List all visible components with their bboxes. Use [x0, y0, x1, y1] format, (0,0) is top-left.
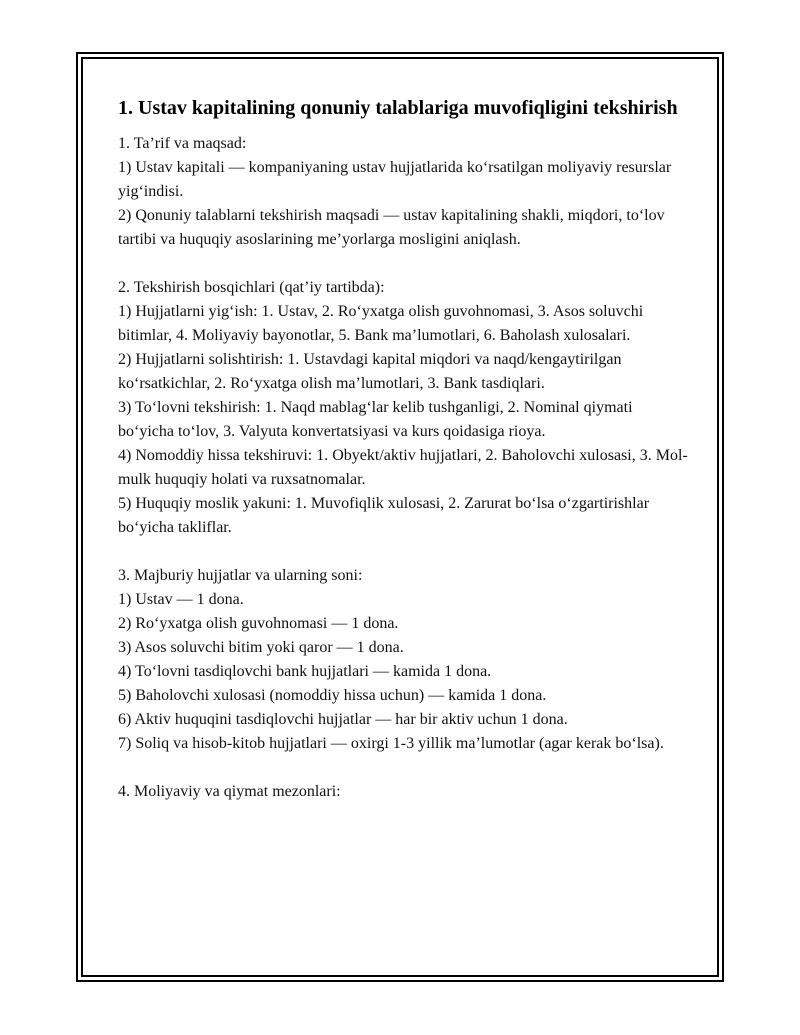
spacer — [118, 540, 690, 564]
paragraph: 2) Hujjatlarni solishtirish: 1. Ustavdagi kapital miqdori va naqd/kengaytirilgan ko‘rsatkichlar, 2. Ro‘yxatga olish ma’lumotlari, 3. Bank tasdiqlari. — [118, 351, 622, 392]
section-heading: 1. Ta’rif va maqsad: — [118, 135, 247, 152]
paragraph: 5) Huquqiy moslik yakuni: 1. Muvofiqlik xulosasi, 2. Zarurat bo‘lsa o‘zgartirishlar bo‘yicha takliflar. — [118, 495, 650, 536]
section-heading: 3. Majburiy hujjatlar va ularning soni: — [118, 567, 363, 584]
section-heading: 4. Moliyaviy va qiymat mezonlari: — [118, 783, 341, 800]
list-item: 2) Ro‘yxatga olish guvohnomasi — 1 dona. — [118, 615, 399, 632]
document-text — [118, 132, 690, 804]
list-item: 6) Aktiv huquqini tasdiqlovchi hujjatlar — har bir aktiv uchun 1 dona. — [118, 711, 568, 728]
list-item: 7) Soliq va hisob-kitob hujjatlari — oxirgi 1-3 yillik ma’lumotlar (agar kerak bo‘lsa). — [118, 735, 664, 752]
list-item: 1) Ustav — 1 dona. — [118, 591, 244, 608]
section-required-documents — [118, 564, 690, 756]
section-financial-criteria — [118, 780, 690, 804]
paragraph: 1) Ustav kapitali — kompaniyaning ustav hujjatlarida ko‘rsatilgan moliyaviy resurslar yig‘indisi. — [118, 159, 672, 200]
paragraph: 4) Nomoddiy hissa tekshiruvi: 1. Obyekt/aktiv hujjatlari, 2. Baholovchi xulosasi, 3. Mol-mulk huquqiy holati va ruxsatnomalar. — [118, 447, 688, 488]
document-title: 1. Ustav kapitalining qonuniy talablariga muvofiqligini tekshirish — [118, 97, 678, 119]
spacer — [118, 252, 690, 276]
spacer — [118, 756, 690, 780]
section-heading: 2. Tekshirish bosqichlari (qat’iy tartibda): — [118, 279, 385, 296]
list-item: 3) Asos soluvchi bitim yoki qaror — 1 dona. — [118, 639, 404, 656]
section-stages — [118, 276, 690, 540]
paragraph: 3) To‘lovni tekshirish: 1. Naqd mablag‘lar kelib tushganligi, 2. Nominal qiymati bo‘yicha to‘lov, 3. Valyuta konvertatsiyasi va kurs qoidasiga rioya. — [118, 399, 633, 440]
document-body — [118, 94, 690, 804]
list-item: 4) To‘lovni tasdiqlovchi bank hujjatlari — kamida 1 dona. — [118, 663, 492, 680]
list-item: 5) Baholovchi xulosasi (nomoddiy hissa uchun) — kamida 1 dona. — [118, 687, 547, 704]
paragraph: 1) Hujjatlarni yig‘ish: 1. Ustav, 2. Ro‘yxatga olish guvohnomasi, 3. Asos soluvchi bitimlar, 4. Moliyaviy bayonotlar, 5. Bank ma’lumotlari, 6. Baholash xulosalari. — [118, 303, 644, 344]
paragraph: 2) Qonuniy talablarni tekshirish maqsadi — ustav kapitalining shakli, miqdori, to‘lov tartibi va huquqiy asoslarining me’yorlarga mosligini aniqlash. — [118, 207, 665, 248]
section-definition — [118, 132, 690, 252]
